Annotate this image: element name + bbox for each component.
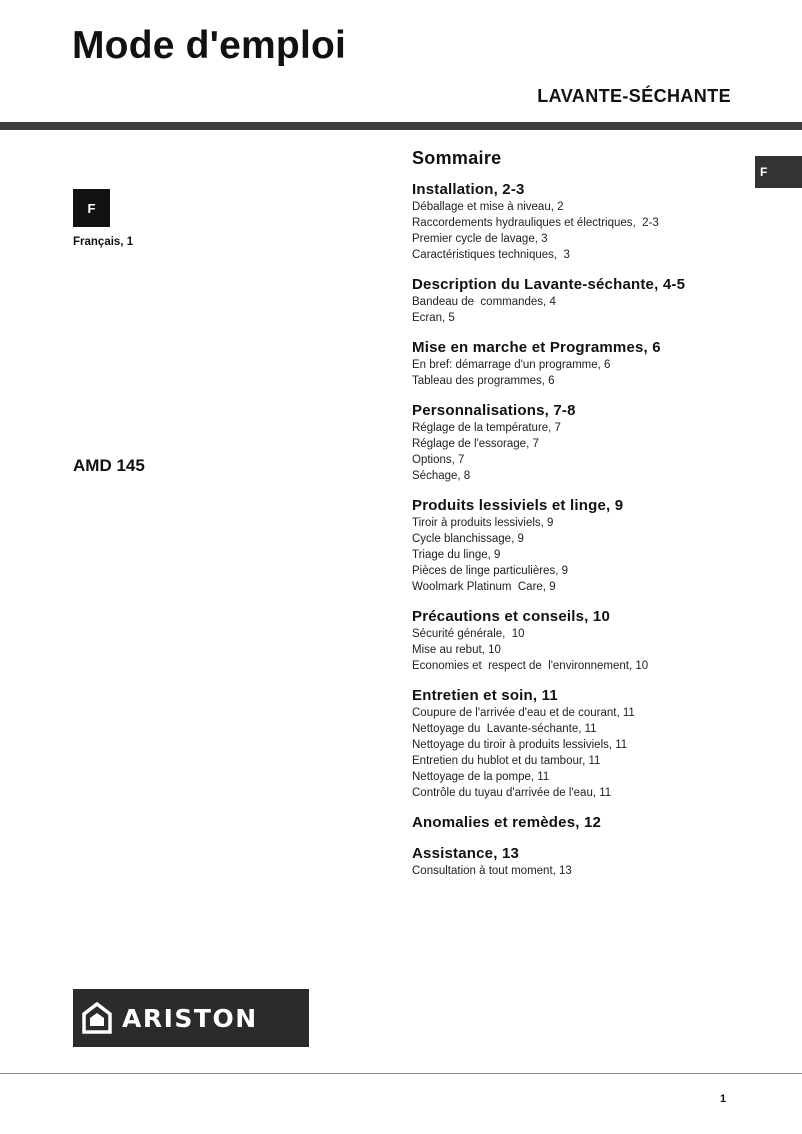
language-side-tab: F [755, 156, 802, 188]
toc-entry: En bref: démarrage d'un programme, 6 [412, 359, 611, 371]
toc-entry: Nettoyage du Lavante-séchante, 11 [412, 723, 597, 735]
brand-name: ARISTON [122, 1003, 258, 1033]
toc-section [412, 181, 742, 263]
toc-entry: Réglage de la température, 7 [412, 422, 561, 434]
toc-entry: Réglage de l'essorage, 7 [412, 438, 539, 450]
top-divider [0, 122, 802, 130]
toc-section [412, 814, 742, 832]
toc-section [412, 845, 742, 879]
toc-section [412, 276, 742, 326]
toc-section-title: Description du Lavante-séchante, 4-5 [412, 276, 686, 293]
toc-entry: Coupure de l'arrivée d'eau et de courant, 11 [412, 707, 635, 719]
toc-section-title: Personnalisations, 7-8 [412, 402, 576, 419]
toc-section [412, 402, 742, 484]
toc-section [412, 687, 742, 801]
table-of-contents [412, 148, 742, 892]
toc-heading: Sommaire [412, 148, 502, 168]
toc-section-title: Anomalies et remèdes, 12 [412, 814, 602, 831]
toc-section [412, 608, 742, 674]
brand-logo [73, 989, 309, 1047]
toc-entry: Pièces de linge particulières, 9 [412, 565, 568, 577]
toc-entry: Premier cycle de lavage, 3 [412, 233, 548, 245]
bottom-divider [0, 1073, 802, 1074]
toc-entry: Woolmark Platinum Care, 9 [412, 581, 556, 593]
toc-section-title: Mise en marche et Programmes, 6 [412, 339, 661, 356]
toc-entry: Economies et respect de l'environnement, 10 [412, 660, 649, 672]
toc-section-title: Installation, 2-3 [412, 181, 525, 198]
toc-section [412, 339, 742, 389]
toc-entry: Ecran, 5 [412, 312, 455, 324]
toc-section-title: Entretien et soin, 11 [412, 687, 558, 704]
toc-entry: Caractéristiques techniques, 3 [412, 249, 570, 261]
toc-entry: Triage du linge, 9 [412, 549, 501, 561]
model-number: AMD 145 [73, 456, 145, 475]
toc-entry: Mise au rebut, 10 [412, 644, 501, 656]
toc-entry: Cycle blanchissage, 9 [412, 533, 524, 545]
toc-entry: Tableau des programmes, 6 [412, 375, 555, 387]
page-number: 1 [720, 1093, 727, 1105]
toc-entry: Nettoyage du tiroir à produits lessiviels, 11 [412, 739, 628, 751]
toc-entry: Nettoyage de la pompe, 11 [412, 771, 550, 783]
toc-entry: Tiroir à produits lessiviels, 9 [412, 517, 554, 529]
house-icon [82, 1002, 112, 1034]
toc-section-title: Précautions et conseils, 10 [412, 608, 610, 625]
toc-section-title: Produits lessiviels et linge, 9 [412, 497, 624, 514]
toc-section-title: Assistance, 13 [412, 845, 520, 862]
language-label: Français, 1 [73, 236, 134, 248]
toc-entry: Contrôle du tuyau d'arrivée de l'eau, 11 [412, 787, 612, 799]
toc-entry: Options, 7 [412, 454, 465, 466]
toc-entry: Consultation à tout moment, 13 [412, 865, 572, 877]
page-title: Mode d'emploi [72, 24, 347, 67]
language-code-box: F [73, 189, 110, 227]
product-type: LAVANTE-SÉCHANTE [537, 86, 731, 106]
toc-entry: Sécurité générale, 10 [412, 628, 525, 640]
toc-entry: Déballage et mise à niveau, 2 [412, 201, 564, 213]
toc-entry: Séchage, 8 [412, 470, 471, 482]
toc-entry: Entretien du hublot et du tambour, 11 [412, 755, 601, 767]
toc-section [412, 497, 742, 595]
toc-sections [412, 181, 742, 879]
toc-entry: Raccordements hydrauliques et électriques, 2-3 [412, 217, 659, 229]
toc-entry: Bandeau de commandes, 4 [412, 296, 556, 308]
